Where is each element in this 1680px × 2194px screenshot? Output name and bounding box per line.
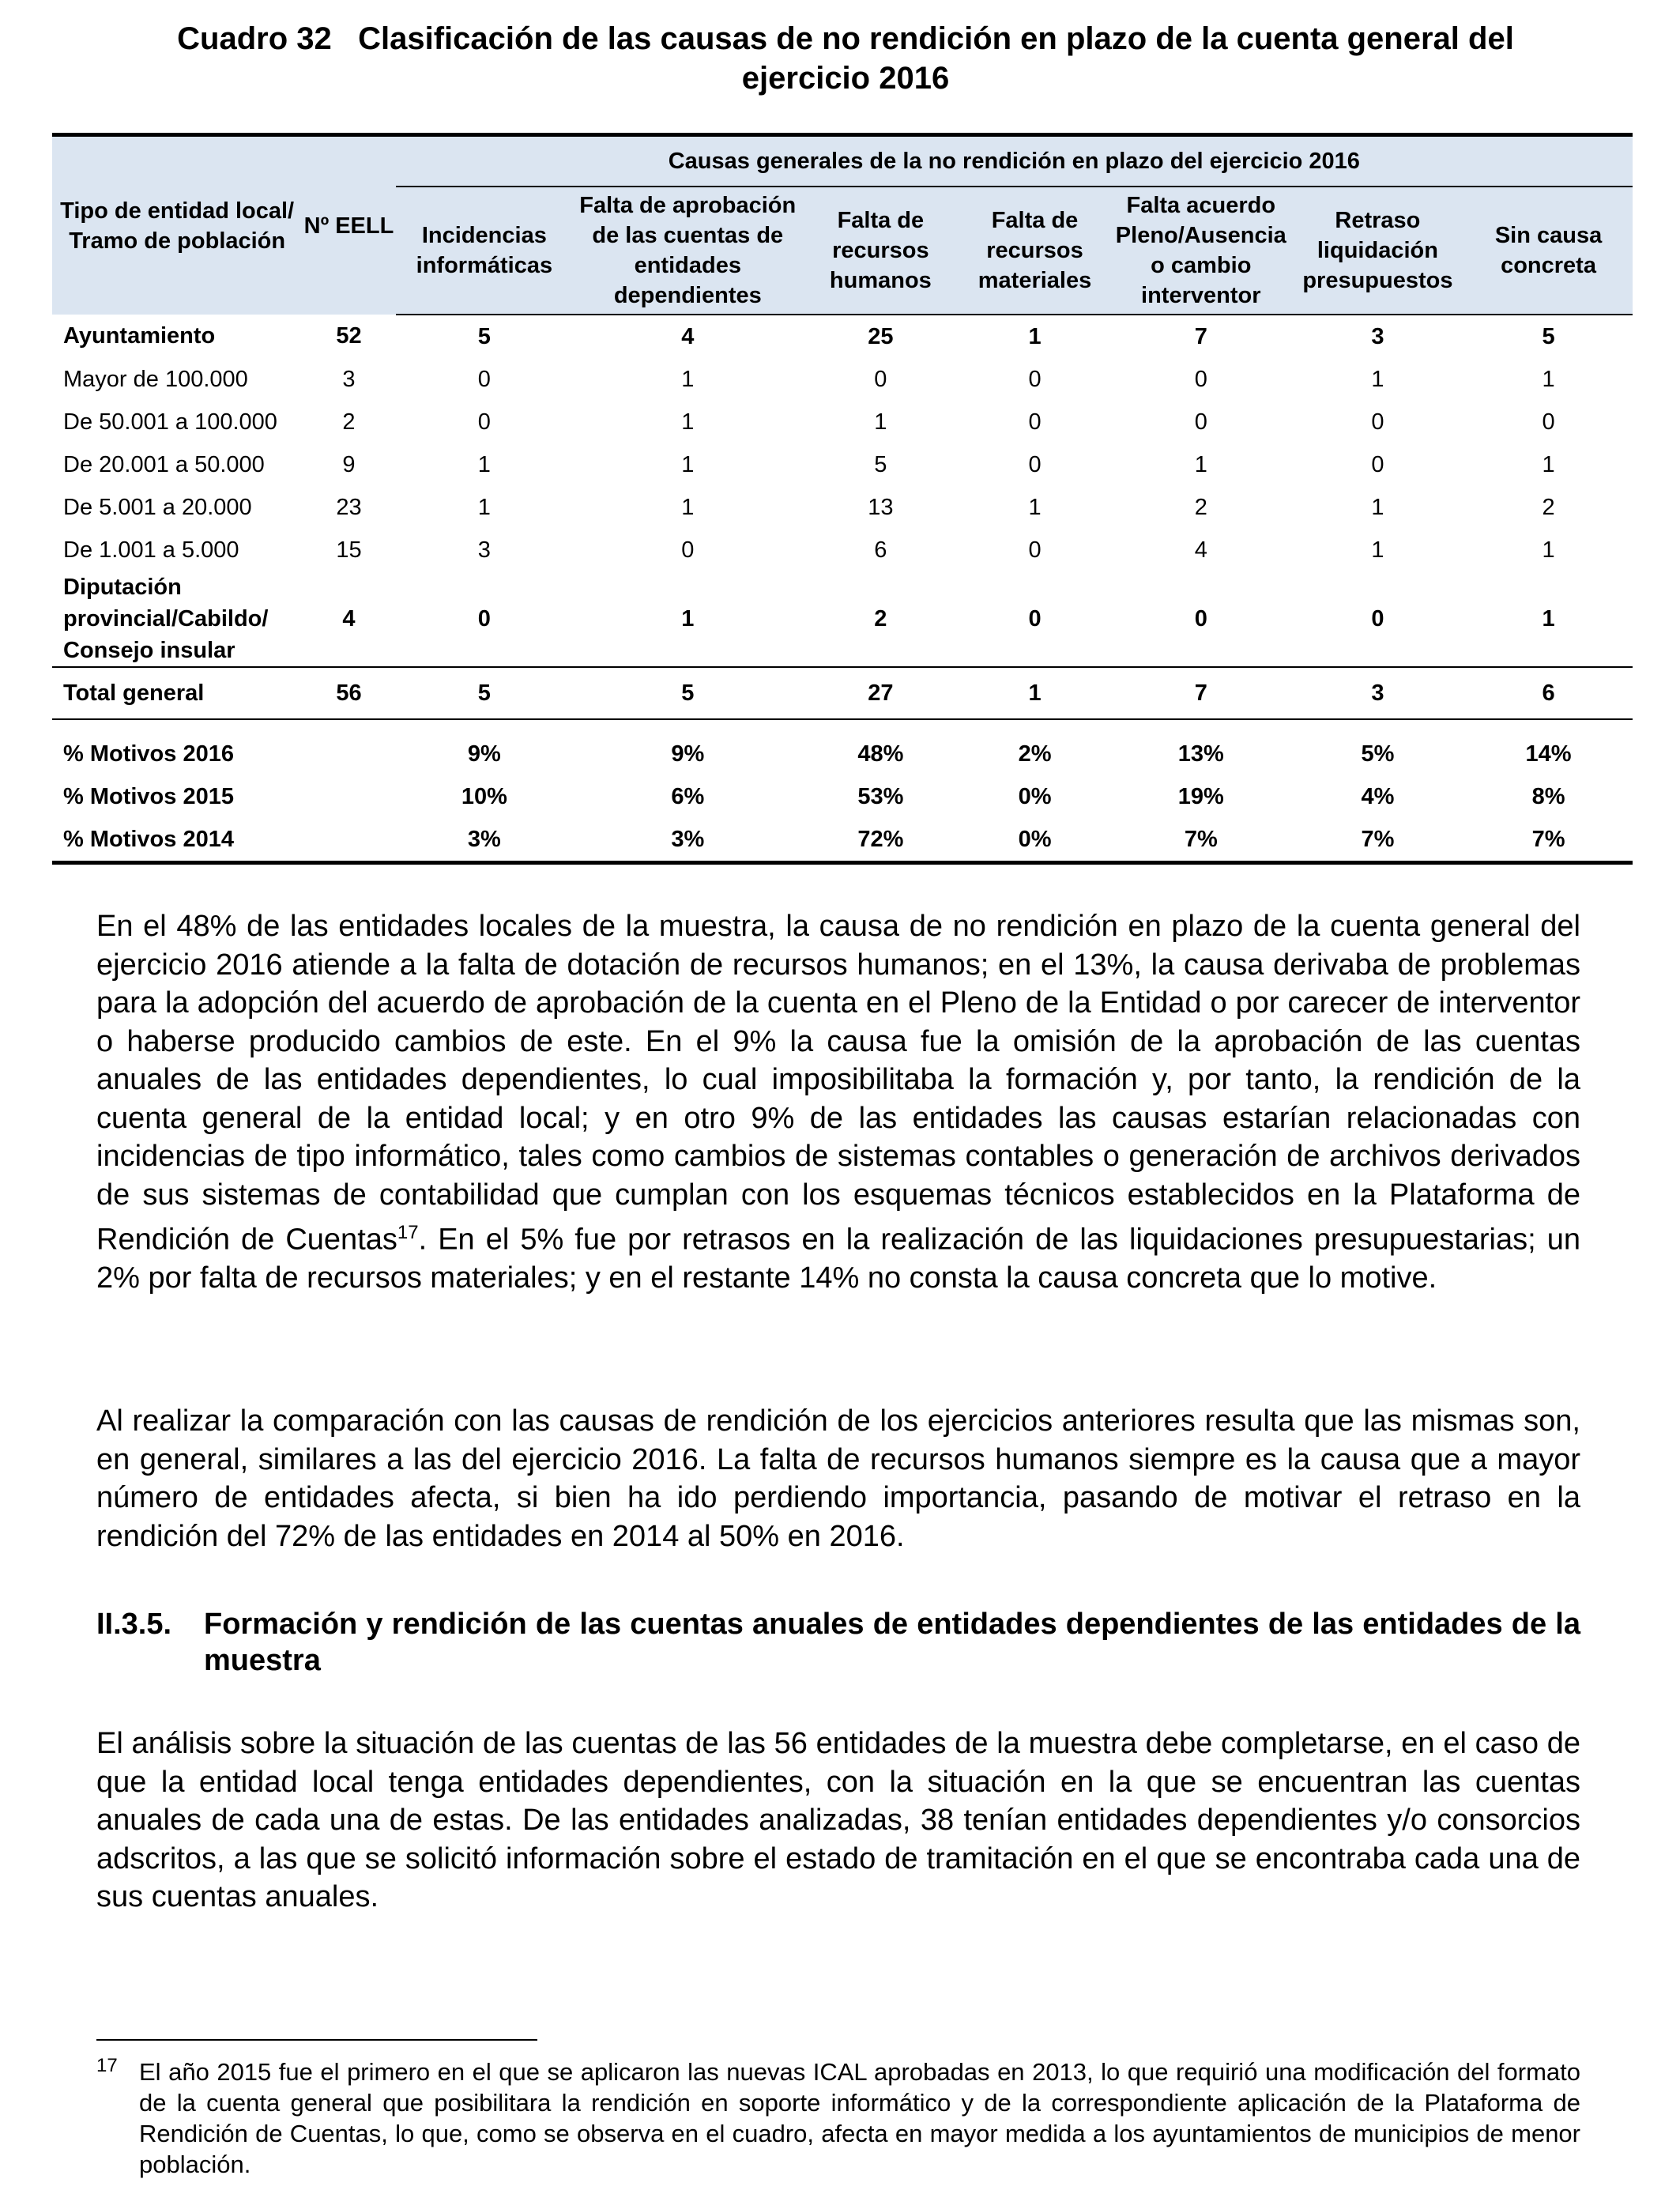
table-title-line-1: Cuadro 32 Clasificación de las causas de no rendición en plazo de la cuenta general del <box>177 21 1514 56</box>
cell: 5 <box>573 667 802 719</box>
row-count: 9 <box>342 451 356 477</box>
cell: 8% <box>1531 783 1565 809</box>
header-cause: Falta acuerdo Pleno/Ausencia o cambio interventor <box>1111 187 1291 315</box>
cell: 1 <box>1371 366 1384 392</box>
cell: 0 <box>477 606 491 631</box>
cell: 53% <box>857 783 904 809</box>
empty-cell <box>302 775 395 818</box>
cell: 9% <box>671 741 705 767</box>
cell: 6 <box>874 537 887 563</box>
table-row <box>52 401 1633 443</box>
header-cause: Falta de aprobación de las cuentas de entidades dependientes <box>573 187 802 315</box>
empty-cell <box>302 733 395 775</box>
table-row <box>52 315 1633 358</box>
row-label: De 20.001 a 50.000 <box>63 451 265 477</box>
section-title: Formación y rendición de las cuentas anuales de entidades dependientes de las entidades de la muestra <box>204 1608 1580 1677</box>
cell: 7% <box>1111 818 1291 863</box>
causes-table-wrapper <box>52 133 1633 865</box>
row-label: Total general <box>52 667 302 719</box>
cell: 48% <box>857 741 904 767</box>
cell: 2% <box>1018 741 1052 767</box>
cell: 1 <box>477 451 491 477</box>
table-row <box>52 358 1633 401</box>
paragraph-1 <box>96 907 1580 1298</box>
row-count: 4 <box>342 606 356 631</box>
paragraph-3: El análisis sobre la situación de las cuentas de las 56 entidades de la muestra debe completarse, en el caso de que la entidad local tenga entidades dependientes, con la situación en la que se encuentran las cuentas anuales de cada una de estas. De las entidades analizadas, 38 tenían entidades dependientes y/o consorcios adscritos, a las que se solicitó información sobre el estado de tramitación en el que se encontraba cada una de sus cuentas anuales. <box>96 1727 1580 1913</box>
cell: 0 <box>681 537 695 563</box>
table-body <box>52 315 1633 863</box>
cell: 0 <box>1371 606 1384 631</box>
cell: 6 <box>1464 667 1633 719</box>
section-number: II.3.5. <box>96 1608 172 1641</box>
cell: 4 <box>681 323 695 349</box>
cell: 0 <box>477 366 491 392</box>
cell: 1 <box>1542 606 1555 631</box>
cell: 5% <box>1361 741 1395 767</box>
paragraph-1-text-b: . En el 5% fue por retrasos en la realización de las liquidaciones presupuestarias; un 2% por falta de recursos materiales; y en el restante 14% no consta la causa concreta que lo motive. <box>96 1223 1580 1295</box>
header-cause: Incidencias informáticas <box>396 187 573 315</box>
cell: 13% <box>1177 741 1224 767</box>
cell: 2 <box>1194 494 1207 520</box>
cell: 0 <box>1028 537 1042 563</box>
paragraph-1-text-a: En el 48% de las entidades locales de la muestra, la causa de no rendición en plazo de la cuenta general del ejercicio 2016 atiende a la falta de dotación de recursos humanos; en el 13%, la causa derivaba de problemas para la adopción del acuerdo de aprobación de la cuenta en el Pleno de la Entidad o por carecer de interventor o haberse producido cambios de este. En el 9% la causa fue la omisión de la aprobación de las cuentas anuales de las entidades dependientes, lo cual imposibilitaba la formación y, por tanto, la rendición de la cuenta general de la entidad local; y en otro 9% de las entidades las causas estarían relacionadas con incidencias de tipo informático, tales como cambios de sistemas contables o generación de archivos derivados de sus sistemas de contabilidad que cumplan con los esquemas técnicos establecidos en la Plataforma de Rendición de Cuentas <box>96 910 1580 1257</box>
cell: 4% <box>1361 783 1395 809</box>
cell: 0% <box>1018 783 1052 809</box>
cell: 5 <box>874 451 887 477</box>
percent-row <box>52 733 1633 775</box>
cell: 1 <box>681 606 695 631</box>
cell: 0 <box>1028 366 1042 392</box>
empty-cell <box>302 818 395 863</box>
cell: 7 <box>1194 323 1207 349</box>
row-label: De 5.001 a 20.000 <box>63 494 252 520</box>
header-cause: Falta de recursos materiales <box>959 187 1111 315</box>
header-cause: Retraso liquidación presupuestos <box>1291 187 1464 315</box>
row-count: 56 <box>302 667 395 719</box>
cell: 7% <box>1291 818 1464 863</box>
footnote-number: 17 <box>96 2055 118 2076</box>
row-label: % Motivos 2016 <box>63 741 234 767</box>
row-count: 3 <box>342 366 356 392</box>
percent-row <box>52 818 1633 863</box>
row-count: 15 <box>336 537 362 563</box>
cell: 9% <box>467 741 501 767</box>
cell: 72% <box>802 818 959 863</box>
cell: 1 <box>1028 323 1042 349</box>
cell: 1 <box>1371 537 1384 563</box>
cell: 25 <box>868 323 894 349</box>
cell: 0 <box>1371 409 1384 435</box>
cell: 1 <box>1542 537 1555 563</box>
causes-table <box>52 133 1633 865</box>
header-entity-count: Nº EELL <box>302 135 395 315</box>
percent-row <box>52 775 1633 818</box>
cell: 0 <box>1028 409 1042 435</box>
cell: 3% <box>396 818 573 863</box>
cell: 3% <box>573 818 802 863</box>
row-label: Diputación provincial/Cabildo/ Consejo insular <box>63 575 269 663</box>
cell: 0 <box>1542 409 1555 435</box>
cell: 1 <box>477 494 491 520</box>
row-label: % Motivos 2014 <box>52 818 302 863</box>
table-row <box>52 486 1633 529</box>
cell: 19% <box>1177 783 1224 809</box>
cell: 1 <box>681 409 695 435</box>
cell: 0 <box>1194 606 1207 631</box>
cell: 1 <box>681 451 695 477</box>
row-count: 52 <box>336 323 362 349</box>
cell: 2 <box>1542 494 1555 520</box>
cell: 0 <box>1371 451 1384 477</box>
cell: 1 <box>1194 451 1207 477</box>
cell: 0 <box>874 366 887 392</box>
cell: 1 <box>681 494 695 520</box>
cell: 7 <box>1111 667 1291 719</box>
spacer-row <box>52 719 1633 733</box>
footnote-text: El año 2015 fue el primero en el que se aplicaron las nuevas ICAL aprobadas en 2013, lo que requirió una modificación del formato de la cuenta general que posibilitara la rendición en soporte informático y de la correspondiente aplicación de la Plataforma de Rendición de Cuentas, lo que, como se observa en el cuadro, afecta en mayor medida a los ayuntamientos de municipios de menor población. <box>139 2058 1580 2178</box>
cell: 27 <box>802 667 959 719</box>
cell: 5 <box>477 323 491 349</box>
cell: 2 <box>874 606 887 631</box>
row-label: % Motivos 2015 <box>63 783 234 809</box>
cell: 0 <box>477 409 491 435</box>
row-count: 23 <box>336 494 362 520</box>
cell: 0 <box>1194 366 1207 392</box>
cell: 3 <box>1291 667 1464 719</box>
row-label: De 1.001 a 5.000 <box>63 537 239 563</box>
cell: 0 <box>1028 451 1042 477</box>
row-count: 2 <box>342 409 356 435</box>
table-title <box>111 19 1580 98</box>
cell: 1 <box>681 366 695 392</box>
header-causes-group: Causas generales de la no rendición en plazo del ejercicio 2016 <box>396 135 1633 187</box>
paragraph-2: Al realizar la comparación con las causas de rendición de los ejercicios anteriores resulta que las mismas son, en general, similares a las del ejercicio 2016. La falta de recursos humanos siempre es la causa que a mayor número de entidades afecta, si bien ha ido perdiendo importancia, pasando de motivar el retraso en la rendición del 72% de las entidades en 2014 al 50% en 2016. <box>96 1404 1580 1553</box>
cell: 1 <box>1371 494 1384 520</box>
row-label: Mayor de 100.000 <box>63 366 248 392</box>
cell: 3 <box>477 537 491 563</box>
cell: 7% <box>1464 818 1633 863</box>
cell: 0% <box>959 818 1111 863</box>
cell: 1 <box>1542 366 1555 392</box>
cell: 0 <box>1028 606 1042 631</box>
cell: 6% <box>671 783 705 809</box>
table-row <box>52 571 1633 667</box>
cell: 4 <box>1194 537 1207 563</box>
row-label: De 50.001 a 100.000 <box>63 409 277 435</box>
footnote-reference[interactable]: 17 <box>397 1222 419 1243</box>
header-cause: Falta de recursos humanos <box>802 187 959 315</box>
cell: 0 <box>1194 409 1207 435</box>
row-label: Ayuntamiento <box>63 323 216 349</box>
header-cause: Sin causa concreta <box>1464 187 1633 315</box>
footnote-divider <box>96 2039 537 2041</box>
cell: 1 <box>1542 451 1555 477</box>
cell: 1 <box>874 409 887 435</box>
cell: 5 <box>396 667 573 719</box>
cell: 13 <box>868 494 894 520</box>
cell: 14% <box>1525 741 1572 767</box>
table-header <box>52 135 1633 315</box>
header-entity-type: Tipo de entidad local/ Tramo de población <box>52 135 302 315</box>
cell: 3 <box>1371 323 1384 349</box>
cell: 5 <box>1542 323 1555 349</box>
cell: 1 <box>1028 494 1042 520</box>
section-heading <box>96 1606 1580 1679</box>
cell: 1 <box>959 667 1111 719</box>
table-row <box>52 529 1633 571</box>
total-row <box>52 667 1633 719</box>
cell: 10% <box>461 783 507 809</box>
table-row <box>52 443 1633 486</box>
table-title-line-2: ejercicio 2016 <box>741 61 950 96</box>
